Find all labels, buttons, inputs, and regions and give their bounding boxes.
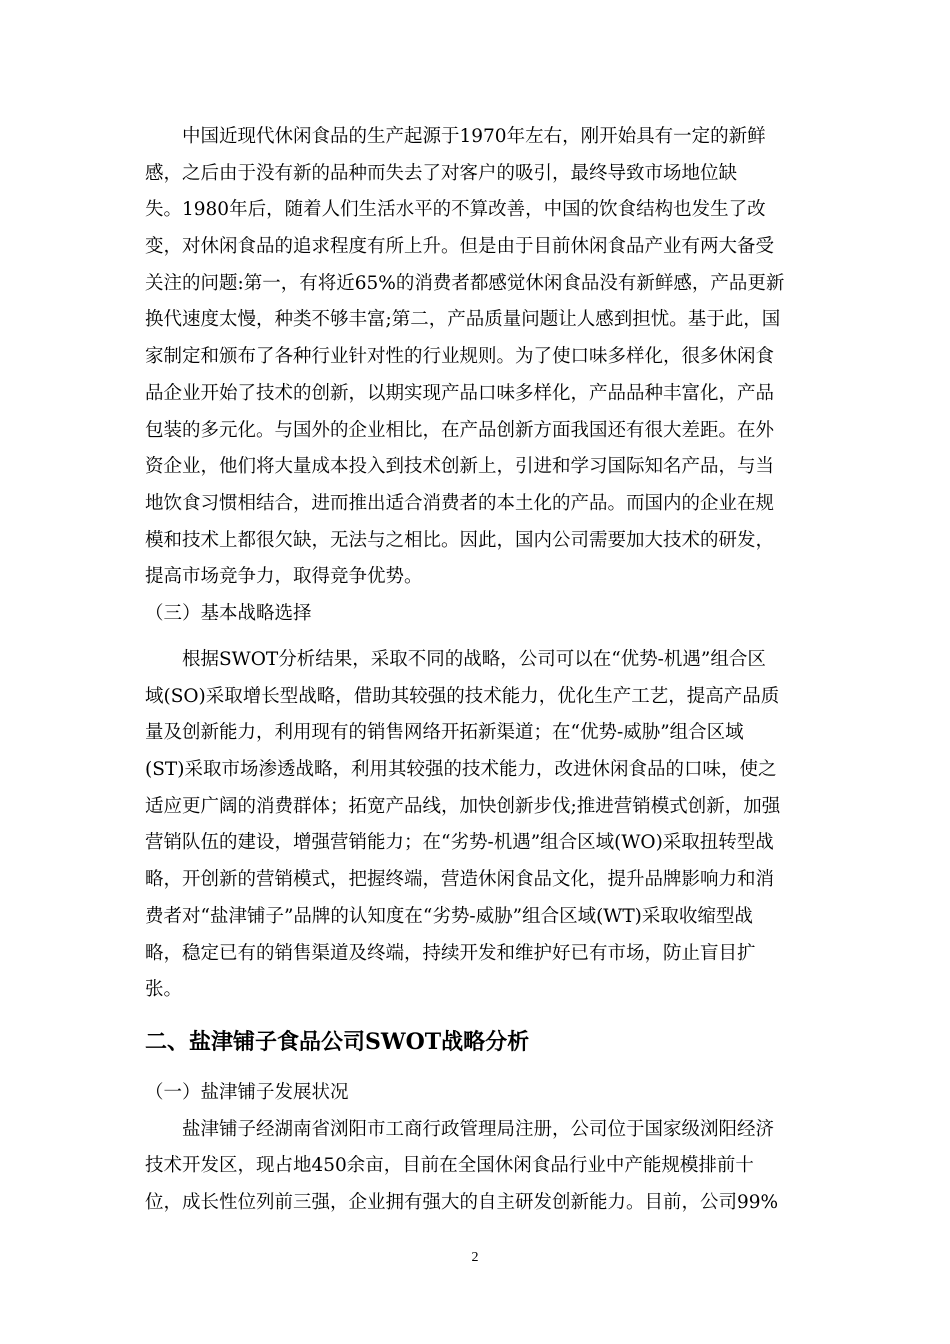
text-line: 略，稳定已有的销售渠道及终端，持续开发和维护好已有市场，防止盲目扩 [145,942,756,964]
text-line: 品企业开始了技术的创新，以期实现产品口味多样化，产品品种丰富化，产品 [145,382,775,404]
subheading-strategy-choice: （三）基本战略选择 [145,602,312,624]
text-line: 地饮食习惯相结合，进而推出适合消费者的本土化的产品。而国内的企业在规 [145,492,775,514]
text-line: 失。1980年后，随着人们生活水平的不算改善，中国的饮食结构也发生了改 [145,199,766,221]
text-line: 中国近现代休闲食品的生产起源于1970年左右，刚开始具有一定的新鲜 [182,126,766,147]
text-line: 换代速度太慢，种类不够丰富;第二，产品质量问题让人感到担忧。基于此，国 [145,309,781,331]
text-line: 张。 [145,979,183,1001]
subheading-development-status: （一）盐津铺子发展状况 [145,1082,349,1103]
section-heading: 二、盐津铺子食品公司SWOT战略分析 [145,1029,530,1055]
text-line: 家制定和颁布了各种行业针对性的行业规则。为了使口味多样化，很多休闲食 [145,346,775,368]
text-line: 费者对“盐津铺子”品牌的认知度在“劣势-威胁”组合区域(WT)采取收缩型战 [145,905,753,927]
text-line: (ST)采取市场渗透战略，利用其较强的技术能力，改进休闲食品的口味，使之 [145,759,777,781]
text-line: 略，开创新的营销模式，把握终端，营造休闲食品文化，提升品牌影响力和消 [145,869,775,891]
paragraph-company-status [145,1075,805,1222]
text-line: 资企业，他们将大量成本投入到技术创新上，引进和学习国际知名产品，与当 [145,456,775,478]
text-line: 域(SO)采取增长型战略，借助其较强的技术能力，优化生产工艺，提高产品质 [145,685,780,707]
paragraph-industry-history [145,119,805,633]
text-line: 适应更广阔的消费群体；拓宽产品线，加快创新步伐;推进营销模式创新，加强 [145,795,781,817]
text-line: 模和技术上都很欠缺，无法与之相比。因此，国内公司需要加大技术的研发， [145,529,775,551]
text-line: 包装的多元化。与国外的企业相比，在产品创新方面我国还有很大差距。在外 [145,419,775,441]
text-line: 关注的问题:第一，有将近65%的消费者都感觉休闲食品没有新鲜感，产品更新 [145,272,785,294]
paragraph-swot-strategy [145,642,805,1009]
text-line: 位，成长性位列前三强，企业拥有强大的自主研发创新能力。目前，公司99% [145,1192,779,1214]
text-line: 感，之后由于没有新的品种而失去了对客户的吸引，最终导致市场地位缺 [145,162,738,184]
text-line: 变，对休闲食品的追求程度有所上升。但是由于目前休闲食品产业有两大备受 [145,236,775,258]
page-number: 2 [471,1250,479,1265]
text-line: 营销队伍的建设，增强营销能力；在“劣势-机遇”组合区域(WO)采取扭转型战 [145,832,774,854]
text-line: 技术开发区，现占地450余亩，目前在全国休闲食品行业中产能规模排前十 [145,1155,754,1177]
text-line: 盐津铺子经湖南省浏阳市工商行政管理局注册，公司位于国家级浏阳经济 [182,1118,775,1140]
text-line: 量及创新能力，利用现有的销售网络开拓新渠道；在“优势-威胁”组合区域 [145,722,744,744]
text-line: 根据SWOT分析结果，采取不同的战略，公司可以在“优势-机遇”组合区 [182,649,766,670]
text-line: 提高市场竞争力，取得竞争优势。 [145,566,423,588]
